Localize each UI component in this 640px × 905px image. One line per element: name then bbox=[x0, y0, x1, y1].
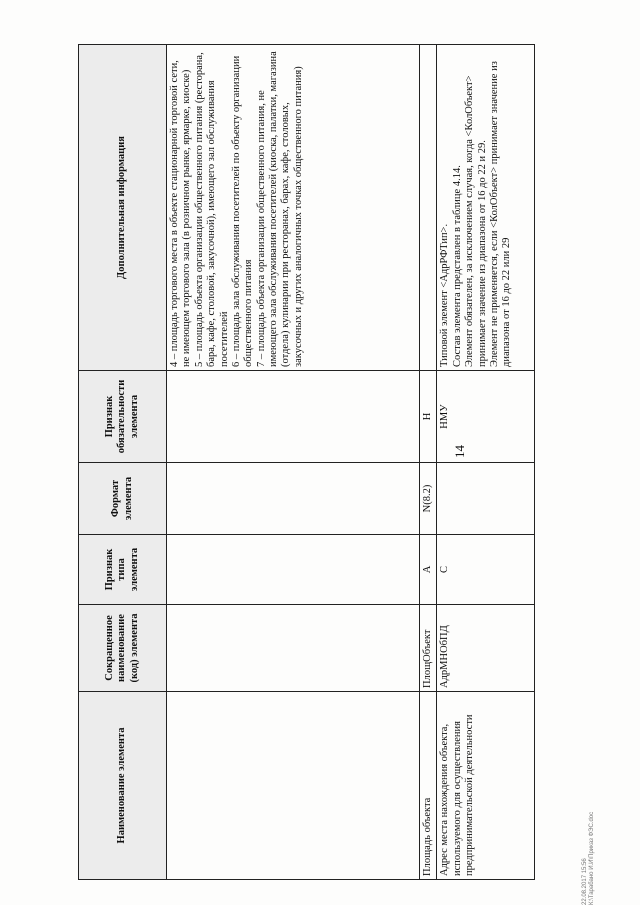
cell-name: Площадь объекта bbox=[420, 692, 437, 880]
header-code: Сокращенное наименование (код) элемента bbox=[79, 605, 167, 692]
cell-empty bbox=[167, 692, 420, 880]
stamp-path: К:\Тарабано И.И\Приказ ФЭС.doc bbox=[589, 811, 596, 905]
table-row bbox=[437, 45, 535, 880]
cell-required: Н bbox=[420, 371, 437, 463]
stamp-date: 22.08.2017 15:56 bbox=[582, 858, 588, 905]
info-line: 5 – площадь объекта организации общественного питания (ресторана, бара, кафе, столовой, закусочной), имеющего зал обслуживания посетителей bbox=[193, 52, 230, 367]
info-line: Типовой элемент <АдрРФТип>. bbox=[439, 223, 451, 367]
cell-info bbox=[420, 45, 437, 371]
page-number: 14 bbox=[452, 445, 467, 458]
table-container bbox=[78, 45, 534, 880]
cell-empty bbox=[167, 463, 420, 535]
info-line: 6 – площадь зала обслуживания посетителей по объекту организации общественного питания bbox=[230, 55, 255, 367]
cell-code: АдрМНОбПД bbox=[437, 605, 535, 692]
info-line: Элемент обязателен, за исключением случая, когда <КолОбъект> принимает значение из диапазона от 16 до 22 и 29. bbox=[464, 75, 488, 367]
cell-type: С bbox=[437, 535, 535, 605]
table-header-row bbox=[79, 45, 167, 880]
header-name: Наименование элемента bbox=[79, 692, 167, 880]
file-stamp bbox=[582, 785, 596, 905]
cell-required: НМУ bbox=[437, 371, 535, 463]
cell-format bbox=[437, 463, 535, 535]
info-line: Состав элемента представлен в таблице 4.14. bbox=[451, 165, 463, 367]
cell-info-continuation bbox=[167, 45, 420, 371]
header-required: Признак обязательности элемента bbox=[79, 371, 167, 463]
cell-name: Адрес места нахождения объекта, используемого для осуществления предпринимательской деятельности bbox=[437, 692, 535, 880]
cell-empty bbox=[167, 535, 420, 605]
table-row-continuation bbox=[167, 45, 420, 880]
info-line: 7 – площадь объекта организации общественного питания, не имеющего зала обслуживания посетителей (киоска, палатки, магазина (отдела) кулинарии при ресторанах, барах, кафе, столовых, закусочных и других аналогичных точках общественного питания) bbox=[255, 51, 304, 367]
cell-format: N(8.2) bbox=[420, 463, 437, 535]
table-row bbox=[420, 45, 437, 880]
cell-type: А bbox=[420, 535, 437, 605]
cell-empty bbox=[167, 605, 420, 692]
elements-table bbox=[78, 44, 535, 880]
cell-info bbox=[437, 45, 535, 371]
header-type: Признак типа элемента bbox=[79, 535, 167, 605]
header-format: Формат элемента bbox=[79, 463, 167, 535]
info-line: Элемент не применяется, если <КолОбъект> принимает значение из диапазона от 16 до 22 или 29 bbox=[488, 61, 513, 367]
info-line: 4 – площадь торгового места в объекте стационарной торговой сети, не имеющем торгового зала (в розничном рынке, ярмарке, киоске) bbox=[169, 60, 193, 367]
cell-code: ПлощОбъект bbox=[420, 605, 437, 692]
header-info: Дополнительная информация bbox=[79, 45, 167, 371]
cell-empty bbox=[167, 371, 420, 463]
